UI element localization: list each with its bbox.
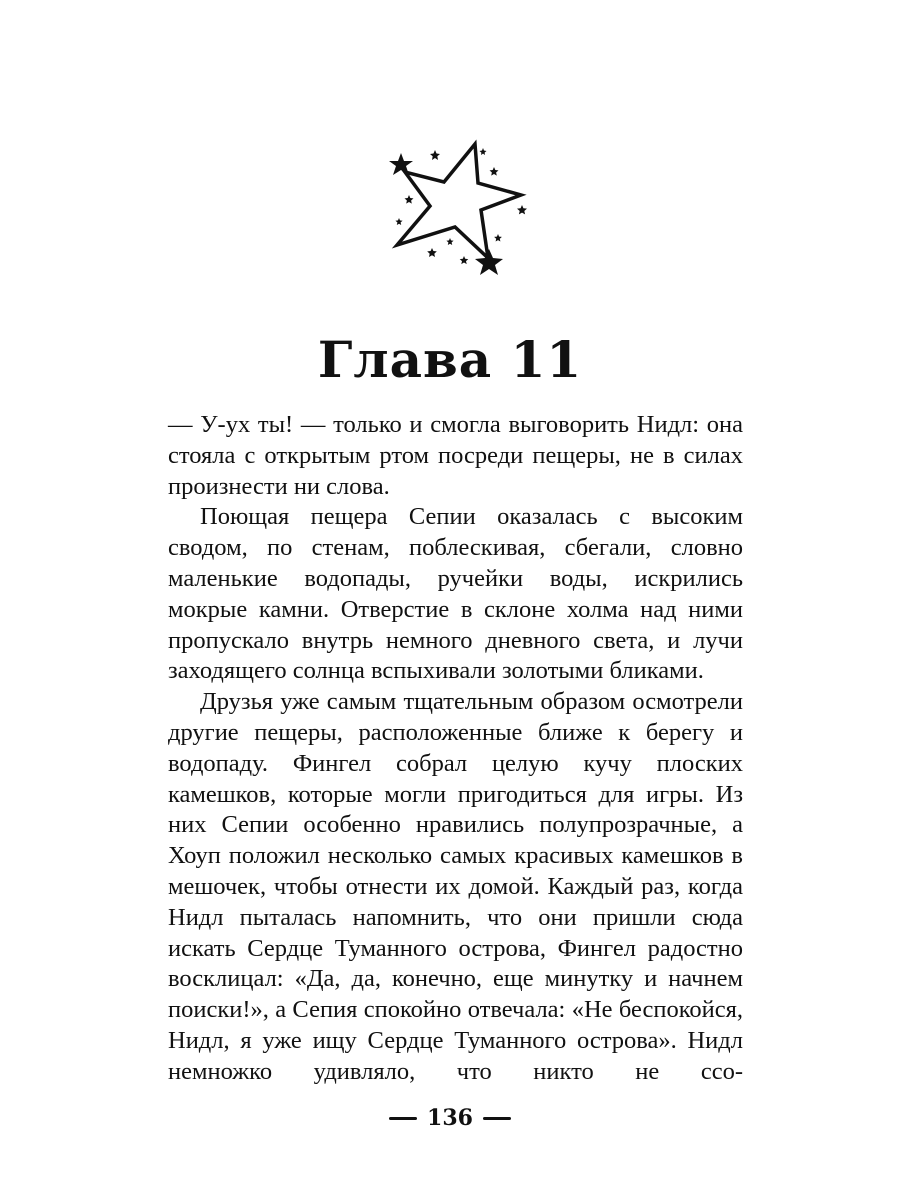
- tiny-star-icon: [430, 150, 440, 160]
- page-footer: [0, 1102, 900, 1134]
- solid-star-bottom-right-icon: [475, 249, 503, 275]
- tiny-star-icon: [446, 238, 453, 245]
- footer-dash-left: [389, 1117, 417, 1120]
- footer-dash-right: [483, 1117, 511, 1120]
- tiny-star-icon: [517, 205, 527, 214]
- large-outline-star-icon: [397, 144, 521, 258]
- tiny-star-icon: [405, 195, 414, 204]
- star-cluster-icon: [380, 138, 540, 288]
- tiny-star-icon: [494, 234, 502, 242]
- tiny-star-icon: [427, 248, 437, 257]
- tiny-star-icon: [480, 148, 487, 155]
- tiny-star-icon: [490, 167, 499, 176]
- page-number: 136: [427, 1105, 473, 1131]
- paragraph: — У-ух ты! — только и смогла выговорить Нидл: она стояла с открытым ртом посреди пещеры, не в силах произнести ни слова.: [168, 411, 743, 500]
- chapter-title: Глава 11: [317, 330, 583, 389]
- paragraph: Поющая пещера Сепии оказалась с высоким сводом, по стенам, поблескивая, сбегали, словно маленькие водопады, ручейки воды, искрились мокрые камни. Отверстие в склоне холма над ними пропускало внутрь немного дневного света, и лучи заходящего солнца вспыхивали золотыми бликами.: [168, 503, 743, 685]
- tiny-star-icon: [460, 256, 469, 264]
- paragraph: Друзья уже самым тщательным образом осмотрели другие пещеры, расположенные ближе к берегу и водопаду. Фингел собрал целую кучу плоских камешков, которые могли пригодиться для игры. Из них Сепии особенно нравились полупрозрачные, а Хоуп положил несколько самых красивых камешков в мешочек, чтобы отнести их домой. Каждый раз, когда Нидл пыталась напомнить, что они пришли сюда искать Сердце Туманного острова, Фингел радостно восклицал: «Да, да, конечно, еще минутку и начнем поиски!», а Сепия спокойно отвечала: «Не беспокойся, Нидл, я уже ищу Сердце Туманного острова». Нидл немножко удивляло, что никто не ссо-: [168, 688, 743, 1085]
- tiny-star-icon: [395, 218, 402, 225]
- chapter-body-text: [168, 410, 743, 1088]
